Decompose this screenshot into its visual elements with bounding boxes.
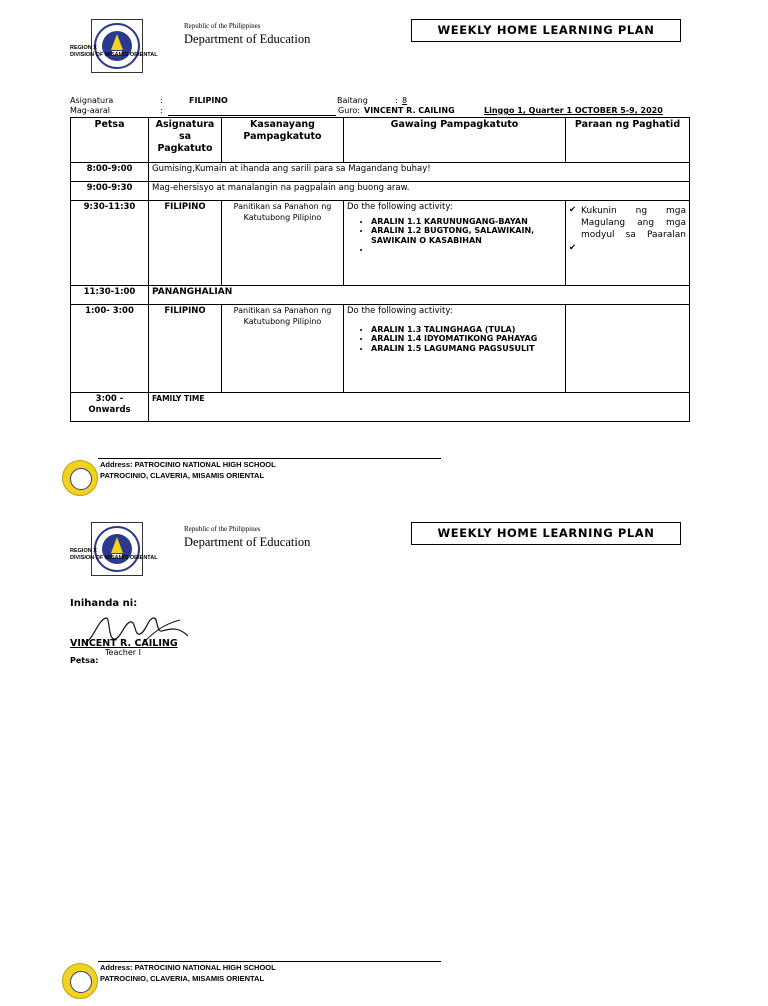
asignatura-value: FILIPINO <box>189 96 228 105</box>
signatory-title: Teacher I <box>105 648 141 657</box>
row-time: 8:00-9:00 <box>71 163 149 182</box>
list-item: • ARALIN 1.4 IDYOMATIKONG PAHAYAG <box>371 334 562 344</box>
maga-underline <box>168 115 336 116</box>
check-icon: ✔ <box>569 205 577 215</box>
list-item: • ARALIN 1.2 BUGTONG, SALAWIKAIN, SAWIKAIN O KASABIHAN <box>371 226 562 245</box>
maga-colon: : <box>160 106 163 115</box>
table-row <box>71 163 690 182</box>
department-label: Department of Education <box>184 32 311 46</box>
row-time: 3:00 - Onwards <box>71 393 149 422</box>
row-competency: Panitikan sa Panahon ng Katutubong Pilipino <box>222 305 344 393</box>
footer-address: Address: PATROCINIO NATIONAL HIGH SCHOOL PATROCINIO, CLAVERIA, MISAMIS ORIENTAL <box>100 460 276 480</box>
baitang-label: Baitang <box>337 96 368 105</box>
table-row <box>71 393 690 422</box>
week-label: Linggo 1, Quarter 1 OCTOBER 5-9, 2020 <box>484 106 663 115</box>
row-delivery <box>566 201 690 286</box>
row-subject: FILIPINO <box>149 201 222 286</box>
republic-label: Republic of the Philippines <box>184 525 261 533</box>
col-header-asignatura: Asignatura sa Pagkatuto <box>149 118 222 163</box>
asignatura-colon: : <box>160 96 163 105</box>
plan-title: WEEKLY HOME LEARNING PLAN <box>411 19 681 42</box>
list-item: • ARALIN 1.3 TALINGHAGA (TULA) <box>371 325 562 335</box>
table-row <box>71 182 690 201</box>
table-row <box>71 305 690 393</box>
prepared-by-label: Inihanda ni: <box>70 598 138 609</box>
row-competency: Panitikan sa Panahon ng Katutubong Pilipino <box>222 201 344 286</box>
republic-label: Republic of the Philippines <box>184 22 261 30</box>
region-label: REGION X DIVISION OF MISAMIS ORIENTAL <box>70 45 158 58</box>
col-header-gawaing: Gawaing Pampagkatuto <box>344 118 566 163</box>
activity-list <box>347 217 562 255</box>
row-text: FAMILY TIME <box>149 393 690 422</box>
region-label: REGION X DIVISION OF MISAMIS ORIENTAL <box>70 548 158 561</box>
list-item <box>371 245 562 255</box>
activity-list <box>347 325 562 354</box>
row-time: 9:30-11:30 <box>71 201 149 286</box>
row-time: 1:00- 3:00 <box>71 305 149 393</box>
row-text: PANANGHALIAN <box>149 286 690 305</box>
guro-label: Guro: <box>338 106 360 115</box>
footer-address: Address: PATROCINIO NATIONAL HIGH SCHOOL PATROCINIO, CLAVERIA, MISAMIS ORIENTAL <box>100 963 276 983</box>
baitang-value: 8 <box>402 96 408 105</box>
col-header-petsa: Petsa <box>71 118 149 163</box>
row-time: 9:00-9:30 <box>71 182 149 201</box>
learning-plan-table <box>70 117 690 422</box>
col-header-paraan: Paraan ng Paghatid <box>566 118 690 163</box>
table-row <box>71 201 690 286</box>
school-seal-icon <box>62 460 98 496</box>
row-activities <box>344 305 566 393</box>
activity-intro: Do the following activity: <box>347 202 453 212</box>
list-item: • ARALIN 1.5 LAGUMANG PAGSUSULIT <box>371 344 562 354</box>
row-activities <box>344 201 566 286</box>
signatory-name: VINCENT R. CAILING <box>70 638 178 649</box>
list-item: • ARALIN 1.1 KARUNUNGANG-BAYAN <box>371 217 562 227</box>
plan-title: WEEKLY HOME LEARNING PLAN <box>411 522 681 545</box>
row-delivery <box>566 305 690 393</box>
department-label: Department of Education <box>184 535 311 549</box>
table-row <box>71 286 690 305</box>
table-header-row <box>71 118 690 163</box>
delivery-text: Kukunin ng mga Magulang ang mga modyul sa Paaralan <box>581 206 686 240</box>
row-time: 11:30-1:00 <box>71 286 149 305</box>
school-seal-icon <box>62 963 98 999</box>
row-text: Mag-ehersisyo at manalangin na pagpalain ang buong araw. <box>149 182 690 201</box>
activity-intro: Do the following activity: <box>347 306 453 316</box>
check-icon: ✔ <box>569 243 577 253</box>
date-label: Petsa: <box>70 656 99 665</box>
baitang-colon: : <box>395 96 398 105</box>
guro-value: VINCENT R. CAILING <box>364 106 455 115</box>
col-header-kasanayang: Kasanayang Pampagkatuto <box>222 118 344 163</box>
row-text: Gumising,Kumain at ihanda ang sarili para sa Magandang buhay! <box>149 163 690 182</box>
row-subject: FILIPINO <box>149 305 222 393</box>
asignatura-label: Asignatura <box>70 96 114 105</box>
maga-label: Mag-aaral <box>70 106 110 115</box>
